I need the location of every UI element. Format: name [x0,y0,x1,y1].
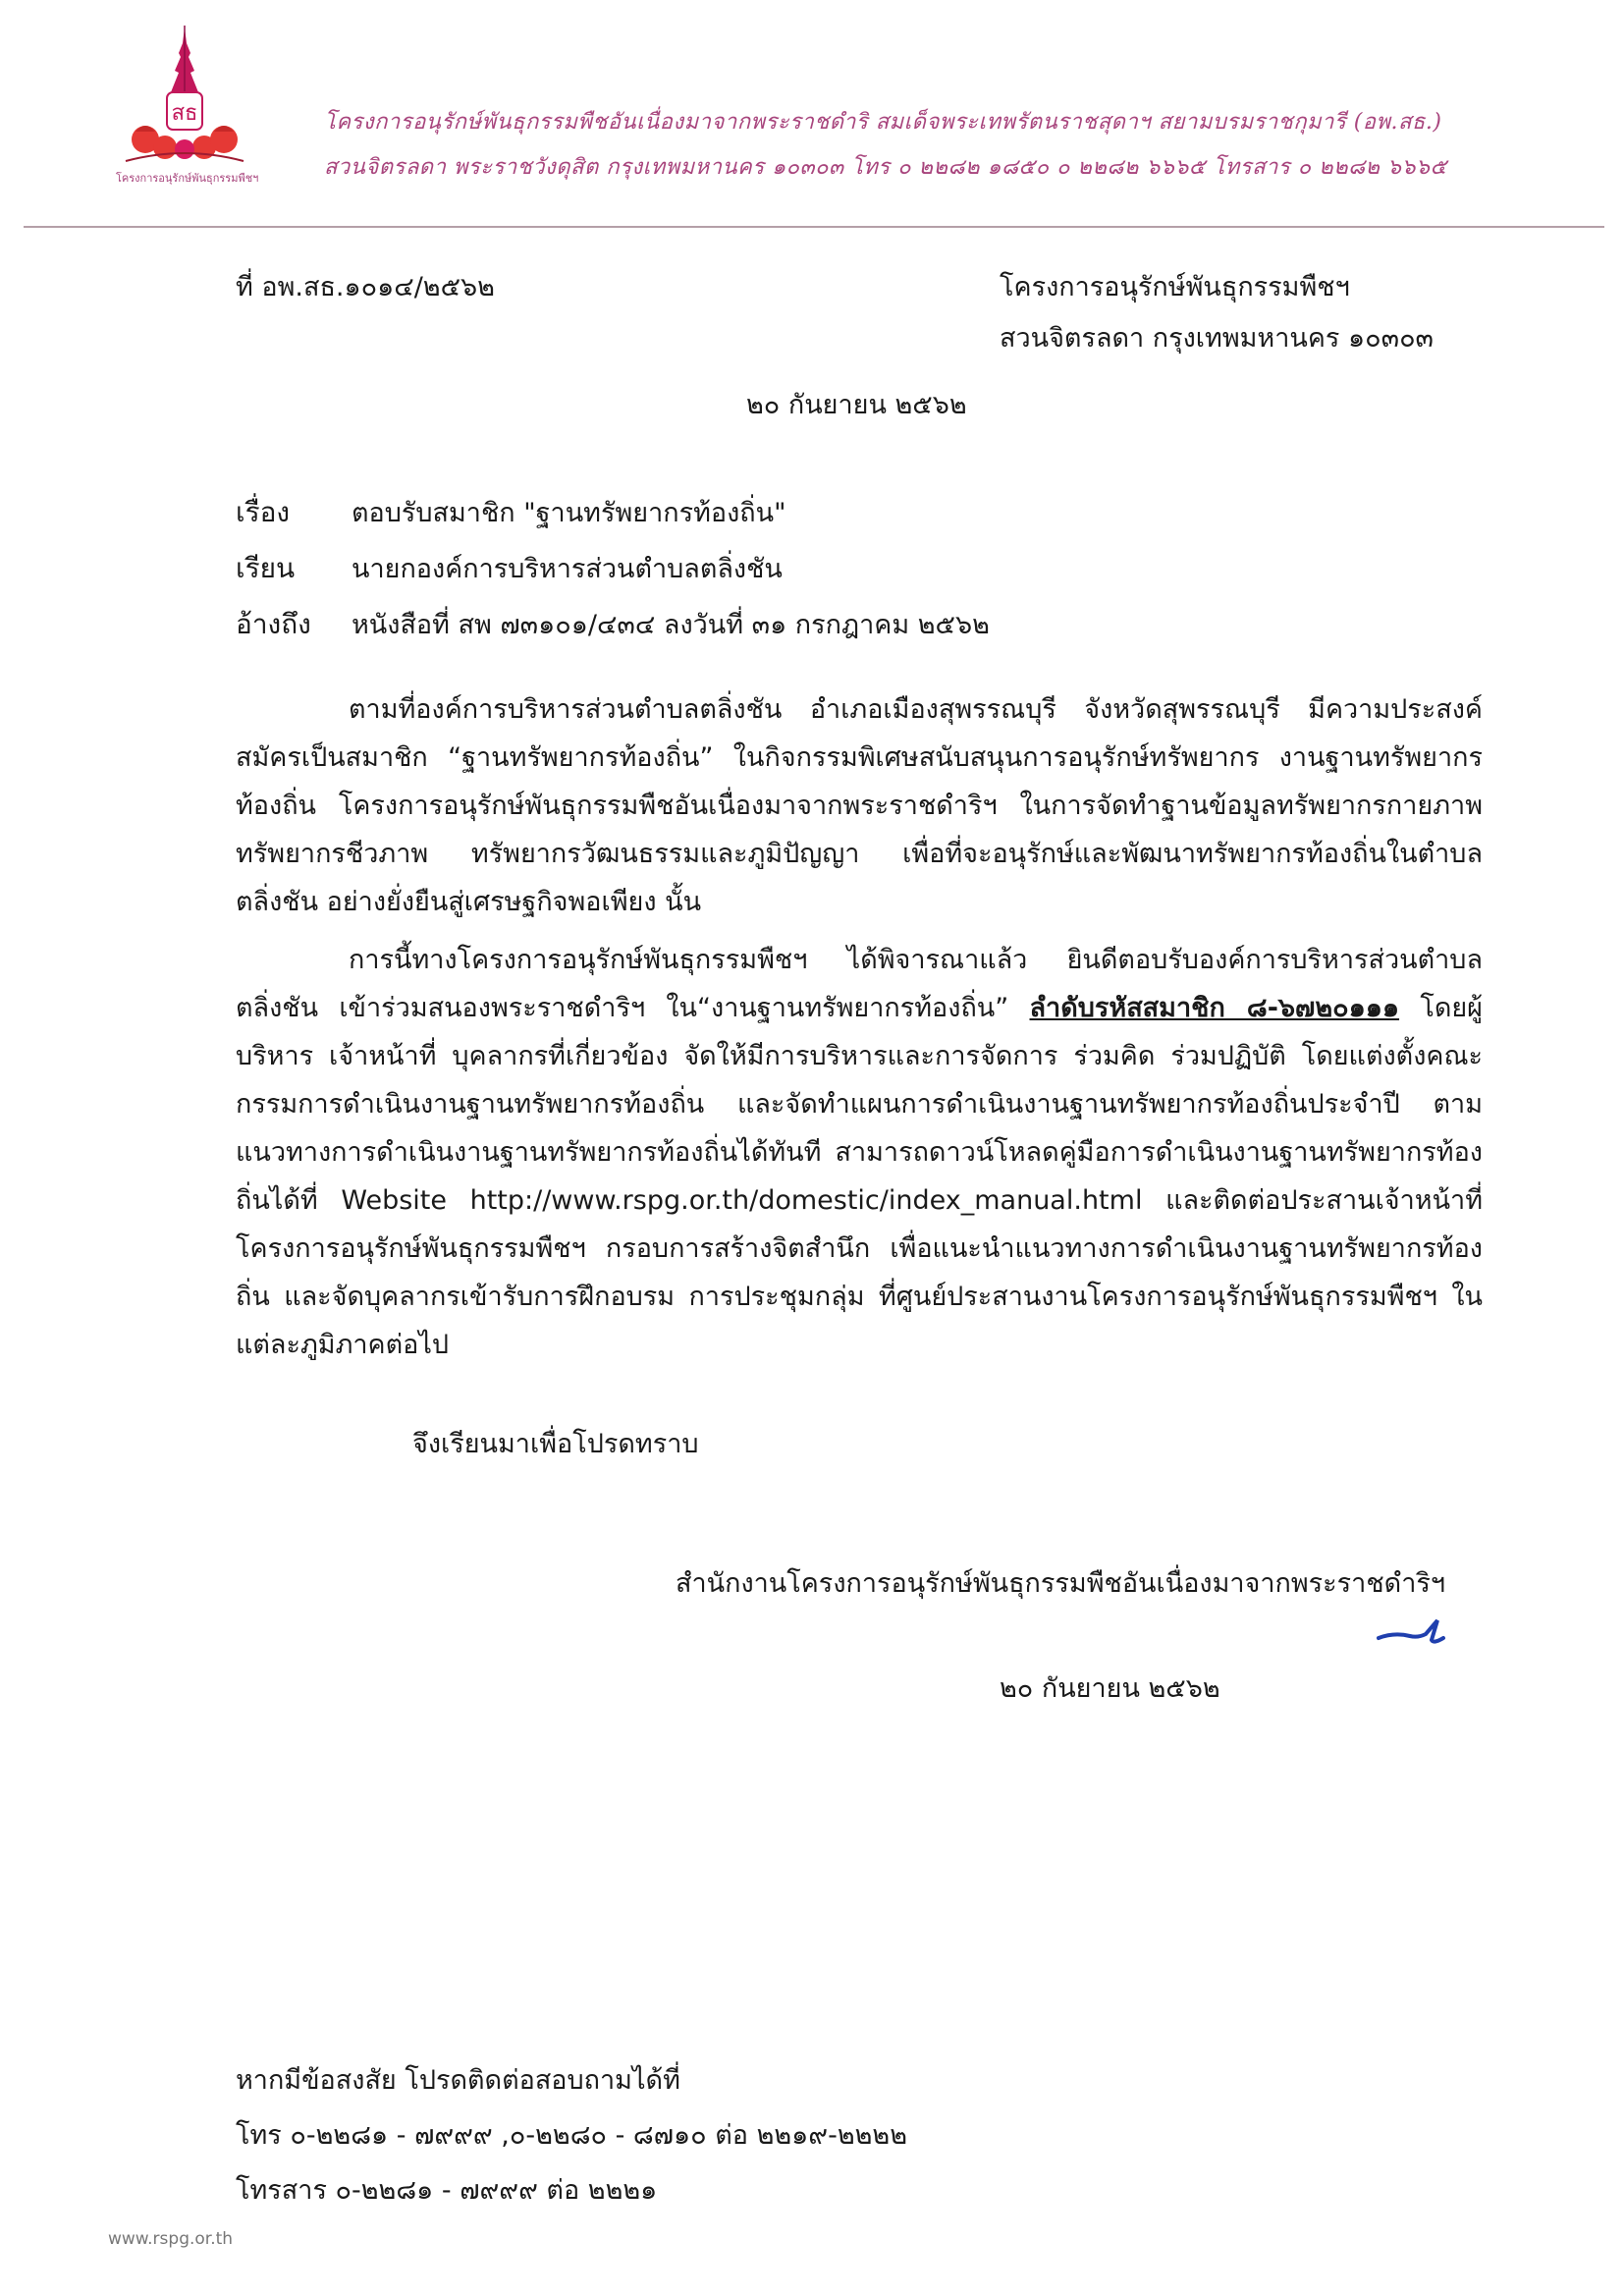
member-code: ลำดับรหัสสมาชิก ๘-๖๗๒๐๑๑๑ [1029,993,1400,1023]
subject-label: เรื่อง [236,496,291,528]
subject-text: ตอบรับสมาชิก "ฐานทรัพยากรท้องถิ่น" [352,498,786,528]
letterhead-line-1: โครงการอนุรักษ์พันธุกรรมพืชอันเนื่องมาจากพระราชดำริ สมเด็จพระเทพรัตนราชสุดาฯ สยามบรมราชกุมารี (อพ.สธ.) [324,110,1442,135]
closing-line: จึงเรียนมาเพื่อโปรดทราบ [412,1429,699,1459]
body-paragraph-1 [236,685,1483,926]
signature-mark [1375,1613,1453,1656]
signing-office: สำนักงานโครงการอนุรักษ์พันธุกรรมพืชอันเนื่องมาจากพระราชดำริฯ [676,1568,1446,1599]
letter-date: ๒๐ กันยายน ๒๕๖๒ [746,390,967,420]
sender-line-2: สวนจิตรลดา กรุงเทพมหานคร ๑๐๓๐๓ [1000,323,1435,354]
letterhead-line-2: สวนจิตรลดา พระราชวังดุสิต กรุงเทพมหานคร ๑๐๓๐๓ โทร ๐ ๒๒๘๒ ๑๘๕๐ ๐ ๒๒๘๒ ๖๖๖๕ โทรสาร ๐ ๒๒๘๒ ๖๖๖๕ [324,155,1447,180]
sender-line-1: โครงการอนุรักษ์พันธุกรรมพืชฯ [1000,272,1350,302]
header-divider [24,226,1604,228]
signature-date: ๒๐ กันยายน ๒๕๖๒ [1000,1673,1220,1704]
footer-website: www.rspg.or.th [108,2229,234,2249]
svg-text:สธ: สธ [171,101,198,126]
reference-text: หนังสือที่ สพ ๗๓๑๐๑/๔๓๔ ลงวันที่ ๓๑ กรกฎาคม ๒๕๖๒ [352,610,990,640]
body-paragraph-2-intro: การนี้ทางโครงการอนุรักษ์พันธุกรรมพืชฯ ได้พิจารณาแล้ว ยินดีตอบรับองค์การบริหารส่วนตำบลตลิ่งชัน เข้าร่วมสนองพระราชดำริฯ ใน“งานฐานทรัพยากรท้องถิ่น” [236,945,1483,1023]
contact-phone: โทร ๐-๒๒๘๑ - ๗๙๙๙ ,๐-๒๒๘๐ - ๘๗๑๐ ต่อ ๒๒๑๙-๒๒๒๒ [236,2120,908,2151]
reference-label: อ้างถึง [236,608,311,640]
reference-number: ที่ อพ.สธ.๑๐๑๔/๒๕๖๒ [236,272,495,302]
body-paragraph-2-rest: โดยผู้บริหาร เจ้าหน้าที่ บุคลากรที่เกี่ยวข้อง จัดให้มีการบริหารและการจัดการ ร่วมคิด ร่วมปฏิบัติ โดยแต่งตั้งคณะกรรมการดำเนินงานฐานทรัพยากรท้องถิ่น และจัดทำแผนการดำเนินงานฐานทรัพยากรท้องถิ่นประจำปี ตามแนวทางการดำเนินงานฐานทรัพยากรท้องถิ่นได้ทันที สามารถดาวน์โหลดคู่มือการดำเนินงานฐานทรัพยากรท้องถิ่นได้ที่ Website http://www.rspg.or.th/domestic/index_manual.html และติดต่อประสานเจ้าหน้าที่โครงการอนุรักษ์พันธุกรรมพืชฯ กรอบการสร้างจิตสำนึก เพื่อแนะนำแนวทางการดำเนินงานฐานทรัพยากรท้องถิ่น และจัดบุคลากรเข้ารับการฝึกอบรม การประชุมกลุ่ม ที่ศูนย์ประสานงานโครงการอนุรักษ์พันธุกรรมพืชฯ ในแต่ละภูมิภาคต่อไป [236,993,1483,1360]
contact-intro: หากมีข้อสงสัย โปรดติดต่อสอบถามได้ที่ [236,2065,680,2096]
logo-caption: โครงการอนุรักษ์พันธุกรรมพืชฯ [116,172,259,185]
recipient-label: เรียน [236,552,296,584]
contact-fax: โทรสาร ๐-๒๒๘๑ - ๗๙๙๙ ต่อ ๒๒๒๑ [236,2175,658,2206]
body-paragraph-2 [236,936,1483,1369]
body-paragraph-1-text: ตามที่องค์การบริหารส่วนตำบลตลิ่งชัน อำเภอเมืองสุพรรณบุรี จังหวัดสุพรรณบุรี มีความประสงค์สมัครเป็นสมาชิก “ฐานทรัพยากรท้องถิ่น” ในกิจกรรมพิเศษสนับสนุนการอนุรักษ์ทรัพยากร งานฐานทรัพยากรท้องถิ่น โครงการอนุรักษ์พันธุกรรมพืชอันเนื่องมาจากพระราชดำริฯ ในการจัดทำฐานข้อมูลทรัพยากรกายภาพ ทรัพยากรชีวภาพ ทรัพยากรวัฒนธรรมและภูมิปัญญา เพื่อที่จะอนุรักษ์และพัฒนาทรัพยากรท้องถิ่นในตำบลตลิ่งชัน อย่างยั่งยืนสู่เศรษฐกิจพอเพียง นั้น [236,694,1483,917]
recipient-text: นายกองค์การบริหารส่วนตำบลตลิ่งชัน [352,554,783,584]
rspg-logo [116,24,259,185]
